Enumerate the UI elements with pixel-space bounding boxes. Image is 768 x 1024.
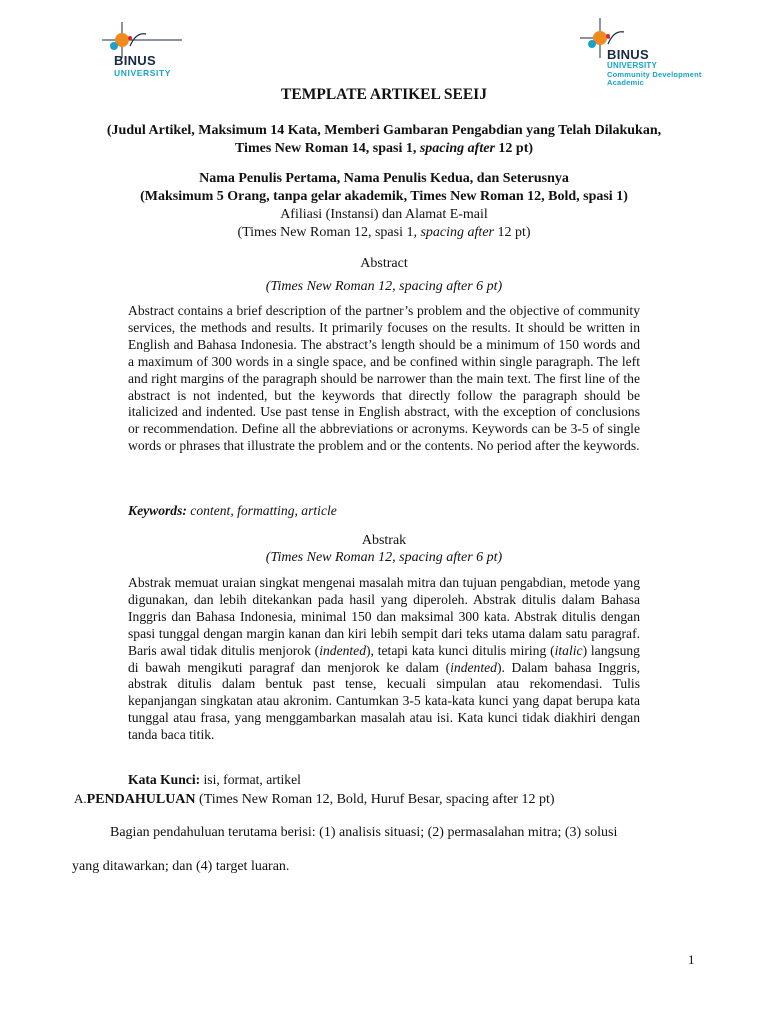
- text-span: (Times New Roman 12, spasi 1,: [237, 225, 421, 240]
- italic-span: indented: [450, 659, 497, 675]
- binus-university-logo: [100, 22, 210, 82]
- title-instructions-line2: [0, 140, 768, 158]
- body-paragraph-line2: yang ditawarkan; dan (4) target luaran.: [72, 859, 290, 874]
- page-number: 1: [688, 952, 695, 967]
- logo-subword: UNIVERSITY: [114, 68, 172, 78]
- abstrak-format-note: (Times New Roman 12, spacing after 6 pt): [265, 550, 503, 565]
- logo-subword-community: Community Development: [607, 70, 702, 79]
- section-format-note: (Times New Roman 12, Bold, Huruf Besar, spacing after 12 pt): [195, 792, 555, 807]
- affiliation-line2: [0, 224, 768, 242]
- logo-subword: UNIVERSITY: [607, 61, 658, 70]
- text-span: 12 pt): [494, 141, 534, 156]
- text-span: ), tetapi kata kunci ditulis miring (: [366, 642, 555, 658]
- author-instructions: [0, 170, 768, 206]
- abstract-paragraph: Abstract contains a brief description of the partner’s problem and the objective of community services, the methods and results. It primarily focuses on the results. It should be written in English and Bahasa Indonesia. The abstract’s length should be a minimum of 150 words and a maximum of 300 words in a single space, and be confined within single paragraph. The left and right margins of the paragraph should be narrower than the main text. The first line of the abstract is not indented, but the keywords that directly follow the paragraph should be italicized and indented. Use past tense in English abstract, with the exception of conclusions or recommendation. Define all the abbreviations or acronyms. Keywords can be 3-5 of single words or phrases that illustrate the problem and or the contents. No period after the keywords.: [128, 303, 640, 454]
- keywords-line: [128, 503, 337, 519]
- abstract-heading: Abstract: [360, 256, 408, 271]
- title-instructions: [0, 122, 768, 158]
- authors-line2: (Maksimum 5 Orang, tanpa gelar akademik, Times New Roman 12, Bold, spasi 1): [140, 189, 628, 204]
- italic-span: spacing after: [420, 225, 494, 240]
- document-title: TEMPLATE ARTIKEL SEEIJ: [281, 86, 487, 103]
- italic-span: spacing after: [419, 141, 495, 156]
- text-span: ) langsung di bawah mengikuti paragraf dan menjorok ke dalam (: [128, 642, 640, 675]
- affiliation-instructions: [0, 206, 768, 242]
- binus-community-development-logo: [580, 18, 710, 90]
- text-span: ). Dalam bahasa Inggris, abstrak ditulis dalam bentuk past tense, kecuali simpulan atau rekomendasi. Tulis kepanjangan singkatan atau akronim. Cantumkan 3-5 kata-kata kunci yang dapat berupa kata tunggal atau frasa, yang menggambarkan masalah atau isi. Kata kunci tidak diakhiri dengan tanda baca titik.: [128, 659, 641, 743]
- logo-wordmark: BINUS: [607, 47, 649, 62]
- text-span: Abstrak memuat uraian singkat mengenai masalah mitra dan tujuan pengabdian, metode yang digunakan, dan lebih ditekankan pada hasil yang diperoleh. Abstrak ditulis dalam Bahasa Inggris dan Bahasa Indonesia, minimal 150 dan maksimal 300 kata. Abstrak ditulis dengan spasi tunggal dengan margin kanan dan kiri lebih sempit dari teks utama dalam satu paragraf. Baris awal tidak ditulis menjorok (: [128, 575, 640, 658]
- title-instructions-line1: (Judul Artikel, Maksimum 14 Kata, Memberi Gambaran Pengabdian yang Telah Dilakukan,: [106, 123, 662, 138]
- logo-wordmark: BINUS: [114, 53, 156, 68]
- kata-kunci-line: [128, 772, 301, 788]
- body-paragraph-line1: Bagian pendahuluan terutama berisi: (1) analisis situasi; (2) permasalahan mitra; (3) solusi: [110, 825, 618, 840]
- keywords-label: Keywords:: [128, 503, 187, 518]
- keywords-value: content, formatting, article: [186, 503, 337, 518]
- kata-kunci-label: Kata Kunci:: [128, 772, 201, 787]
- section-title: PENDAHULUAN: [86, 792, 196, 807]
- abstrak-paragraph: [128, 575, 640, 744]
- text-span: 12 pt): [493, 225, 531, 240]
- affiliation-line1: Afiliasi (Instansi) dan Alamat E-mail: [280, 207, 488, 222]
- abstrak-heading: Abstrak: [361, 533, 407, 548]
- section-heading: [74, 791, 555, 808]
- text-span: Times New Roman 14, spasi 1,: [234, 141, 420, 156]
- italic-span: italic: [554, 642, 583, 658]
- authors-line1: Nama Penulis Pertama, Nama Penulis Kedua, dan Seterusnya: [199, 171, 569, 186]
- section-number: A.: [74, 791, 87, 806]
- italic-span: indented: [319, 642, 367, 658]
- kata-kunci-value: isi, format, artikel: [200, 772, 301, 787]
- logo-subword-academic: Academic: [607, 78, 645, 87]
- abstract-format-note: (Times New Roman 12, spacing after 6 pt): [265, 279, 503, 294]
